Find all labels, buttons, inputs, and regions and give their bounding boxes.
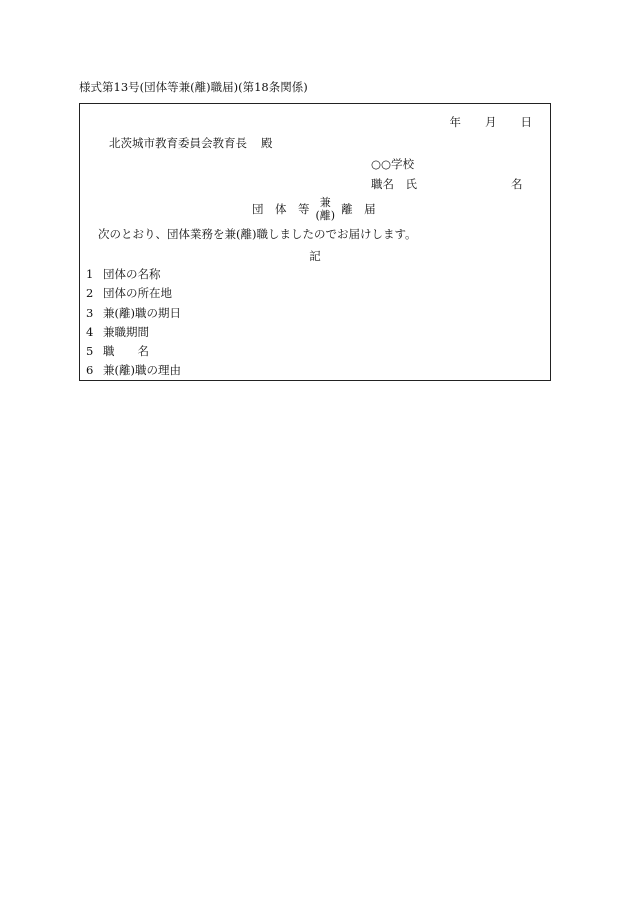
- document-title: [252, 195, 376, 223]
- list-item: [86, 265, 181, 284]
- date-day-label: 日: [520, 115, 532, 129]
- item-list: [86, 265, 181, 381]
- item-number: 2: [86, 286, 94, 301]
- list-item: [86, 304, 181, 323]
- date-month-label: 月: [485, 115, 497, 129]
- item-label: 兼(離)職の理由: [103, 363, 181, 378]
- item-label: 団体の所在地: [103, 286, 172, 301]
- name-line: [371, 176, 523, 192]
- item-number: 4: [86, 324, 94, 339]
- item-number: 6: [86, 363, 94, 378]
- list-item: [86, 361, 181, 380]
- form-caption: 様式第13号(団体等兼(離)職届)(第18条関係): [79, 80, 308, 94]
- item-number: 5: [86, 344, 94, 359]
- school-name: ○○学校: [371, 157, 415, 171]
- list-item: [86, 342, 181, 361]
- item-label: 団体の名称: [103, 267, 161, 281]
- body-text: 次のとおり、団体業務を兼(離)職しましたのでお届けします。: [98, 227, 417, 241]
- name-seal-label: 名: [511, 177, 523, 191]
- name-label: 職名 氏: [371, 177, 417, 191]
- addressee-name: 北茨城市教育委員会教育長: [109, 136, 247, 150]
- addressee-suffix: 殿: [261, 136, 273, 150]
- list-item: [86, 323, 181, 342]
- title-stacked-top: 兼: [319, 196, 331, 209]
- date-year-label: 年: [449, 115, 461, 129]
- title-stacked: [316, 196, 336, 222]
- item-label: 兼職期間: [103, 324, 149, 339]
- form-box: [79, 103, 551, 381]
- title-suffix: 離 届: [341, 202, 376, 216]
- title-prefix: 団 体 等: [252, 202, 310, 216]
- item-number: 3: [86, 305, 94, 320]
- addressee: [109, 135, 273, 151]
- title-stacked-bottom: (離): [315, 209, 336, 222]
- item-label: 職 名: [103, 344, 149, 359]
- date-line: [450, 114, 533, 130]
- ki-heading: 記: [309, 249, 321, 263]
- item-label: 兼(離)職の期日: [103, 305, 181, 320]
- item-number: 1: [86, 267, 94, 281]
- list-item: [86, 284, 181, 303]
